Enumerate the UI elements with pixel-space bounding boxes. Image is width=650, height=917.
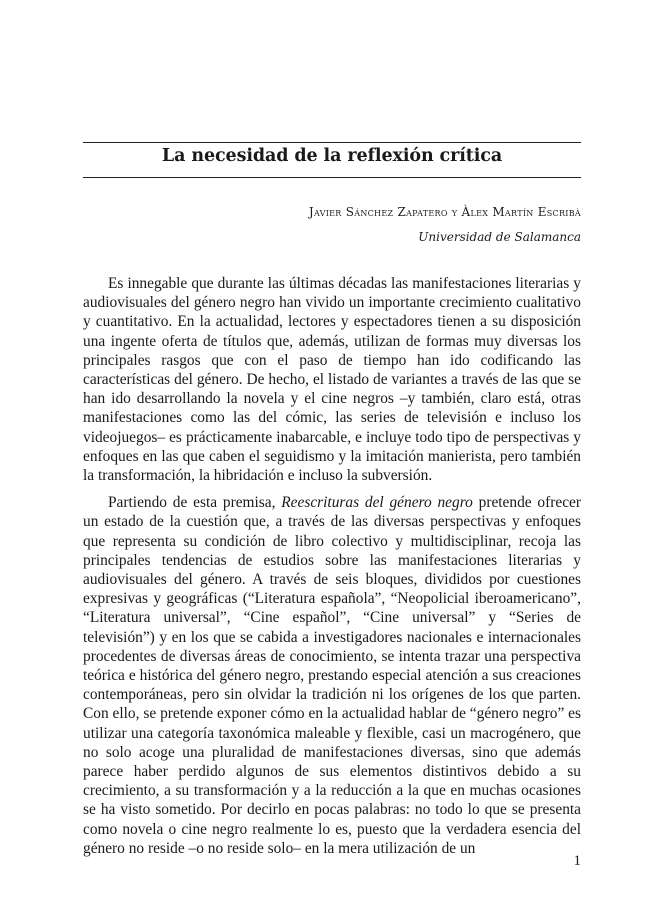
paragraph-2 [83,493,581,858]
chapter-title: La necesidad de la reflexión crítica [161,146,503,166]
paragraph-2-text: pretende ofrecer un estado de la cuestión que, a través de las diversas perspectivas y enfoques que representa su condición de libro colectivo y multidisciplinar, recoja las principales tendencias de estudios sobre las manifestaciones literarias y audiovisuales del género. A través de seis bloques, divididos por cuestiones expresivas y geográficas (“Literatura española”, “Neopolicial iberoamericano”, “Literatura universal”, “Cine español”, “Cine universal” y “Series de televisión”) y en los que se cabida a investigadores nacionales e internacionales procedentes de diversas áreas de conocimiento, se intenta trazar una perspectiva teórica e histórica del género negro, prestando especial atención a sus creaciones contemporáneas, pero sin olvidar la tradición ni los orígenes de los que parten. Con ello, se pretende exponer cómo en la actualidad hablar de “género negro” es utilizar una categoría taxonómica maleable y flexible, casi un macrogénero, que no solo acoge una pluralidad de manifestaciones diversas, sino que además parece haber perdido algunos de sus elementos distintivos debido a su crecimiento, a su transformación y a la reducción a la que en muchas ocasiones se ha visto sometido. Por decirlo en pocas palabras: no todo lo que se presenta como novela o cine negro realmente lo es, puesto que la verdadera esencia del género no reside –o no reside solo– en la mera utilización de un [83,494,581,857]
affiliation-line: Universidad de Salamanca [418,230,581,244]
chapter-body [83,274,581,866]
paragraph-1: Es innegable que durante las últimas décadas las manifestaciones literarias y audiovisuales del género negro han vivido un importante crecimiento cualitativo y cuantitativo. En la actualidad, lectores y espectadores tienen a su disposición una ingente oferta de títulos que, además, utilizan de formas muy diversas los principales rasgos que con el paso de tiempo han ido codificando las características del género. De hecho, el listado de variantes a través de las que se han ido desarrollando la novela y el cine negros –y también, claro está, otras manifestaciones como las del cómic, las series de televisión e incluso los videojuegos– es prácticamente inabarcable, e incluye todo tipo de perspectivas y enfoques en las que caben el seguidismo y la imitación manierista, pero también la transformación, la hibridación e incluso la subversión. [83,275,581,485]
authors-line: Javier Sánchez Zapatero y Àlex Martín Escribà [308,205,581,219]
title-top-rule [83,142,581,143]
page-number: 1 [573,853,581,869]
paragraph-2-intro: Partiendo de esta premisa, [108,494,282,512]
title-bottom-rule [83,177,581,178]
book-title: Reescrituras del género negro [281,494,473,512]
